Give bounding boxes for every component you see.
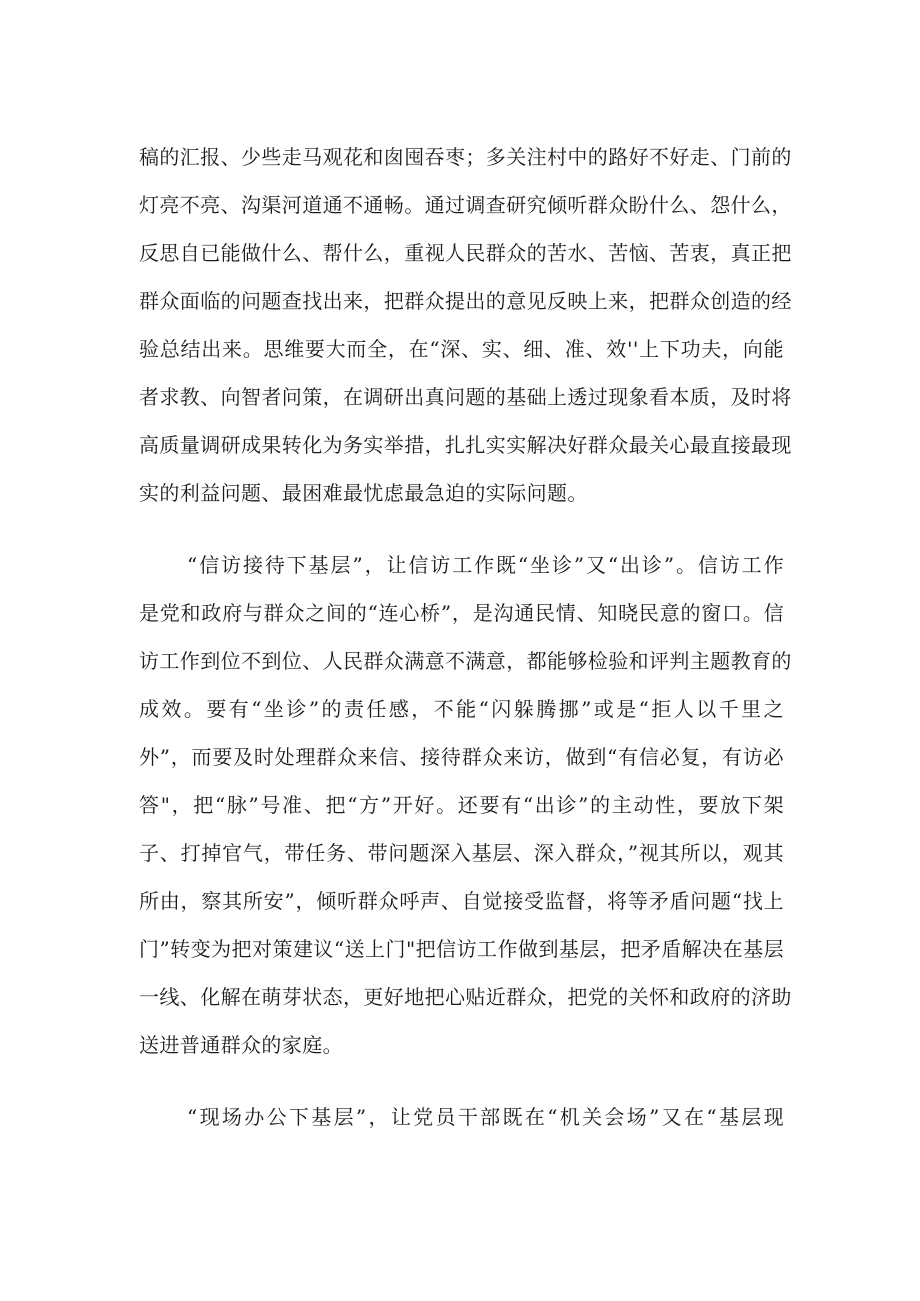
text-line: 外”，而要及时处理群众来信、接待群众来访，做到“有信必复，有访必 — [139, 745, 784, 769]
text-line: 答"，把“脉”号准、把“方”开好。还要有“出诊”的主动性，要放下架 — [139, 793, 784, 817]
text-line: 一线、化解在萌芽状态，更好地把心贴近群众，把党的关怀和政府的济助 — [139, 985, 792, 1009]
text-line: 实的利益问题、最困难最忧虑最急迫的实际问题。 — [139, 481, 588, 505]
text-line: 送进普通群众的家庭。 — [139, 1033, 343, 1057]
text-line: 门”转变为把对策建议“送上门"把信访工作做到基层，把矛盾解决在基层 — [139, 937, 784, 961]
text-line: 稿的汇报、少些走马观花和囱囤吞枣；多关注村中的路好不好走、门前的 — [139, 145, 792, 169]
text-line: 反思自已能做什么、帮什么，重视人民群众的苦水、苦恼、苦衷，真正把 — [139, 241, 792, 265]
text-line: 群众面临的问题查找出来，把群众提出的意见反映上来，把群众创造的经 — [139, 289, 792, 313]
text-line: 访工作到位不到位、人民群众满意不满意，都能够检验和评判主题教育的 — [139, 649, 792, 673]
text-line: “信访接待下基层”，让信访工作既“坐诊”又“出诊”。信访工作 — [187, 553, 784, 577]
text-line: 者求教、向智者问策，在调研出真问题的基础上透过现象看本质，及时将 — [139, 385, 792, 409]
text-line: 成效。要有“坐诊”的责任感，不能“闪躲腾挪”或是“拒人以千里之 — [139, 697, 784, 721]
text-line: 验总结出来。思维要大而全，在“深、实、细、准、效''上下功夫，向能 — [139, 337, 784, 361]
text-line: 高质量调研成果转化为务实举措，扎扎实实解决好群众最关心最直接最现 — [139, 433, 792, 457]
text-line: “现场办公下基层”，让党员干部既在“机关会场”又在“基层现 — [187, 1105, 784, 1129]
text-line: 是党和政府与群众之间的“连心桥”，是沟通民情、知晓民意的窗口。信 — [139, 601, 784, 625]
text-line: 灯亮不亮、沟渠河道通不通畅。通过调查研究倾听群众盼什么、怨什么， — [139, 193, 792, 217]
text-line: 子、打掉官气，带任务、带问题深入基层、深入群众，”视其所以，观其 — [139, 841, 784, 865]
text-line: 所由，察其所安”，倾听群众呼声、自觉接受监督，将等矛盾问题“找上 — [139, 889, 784, 913]
